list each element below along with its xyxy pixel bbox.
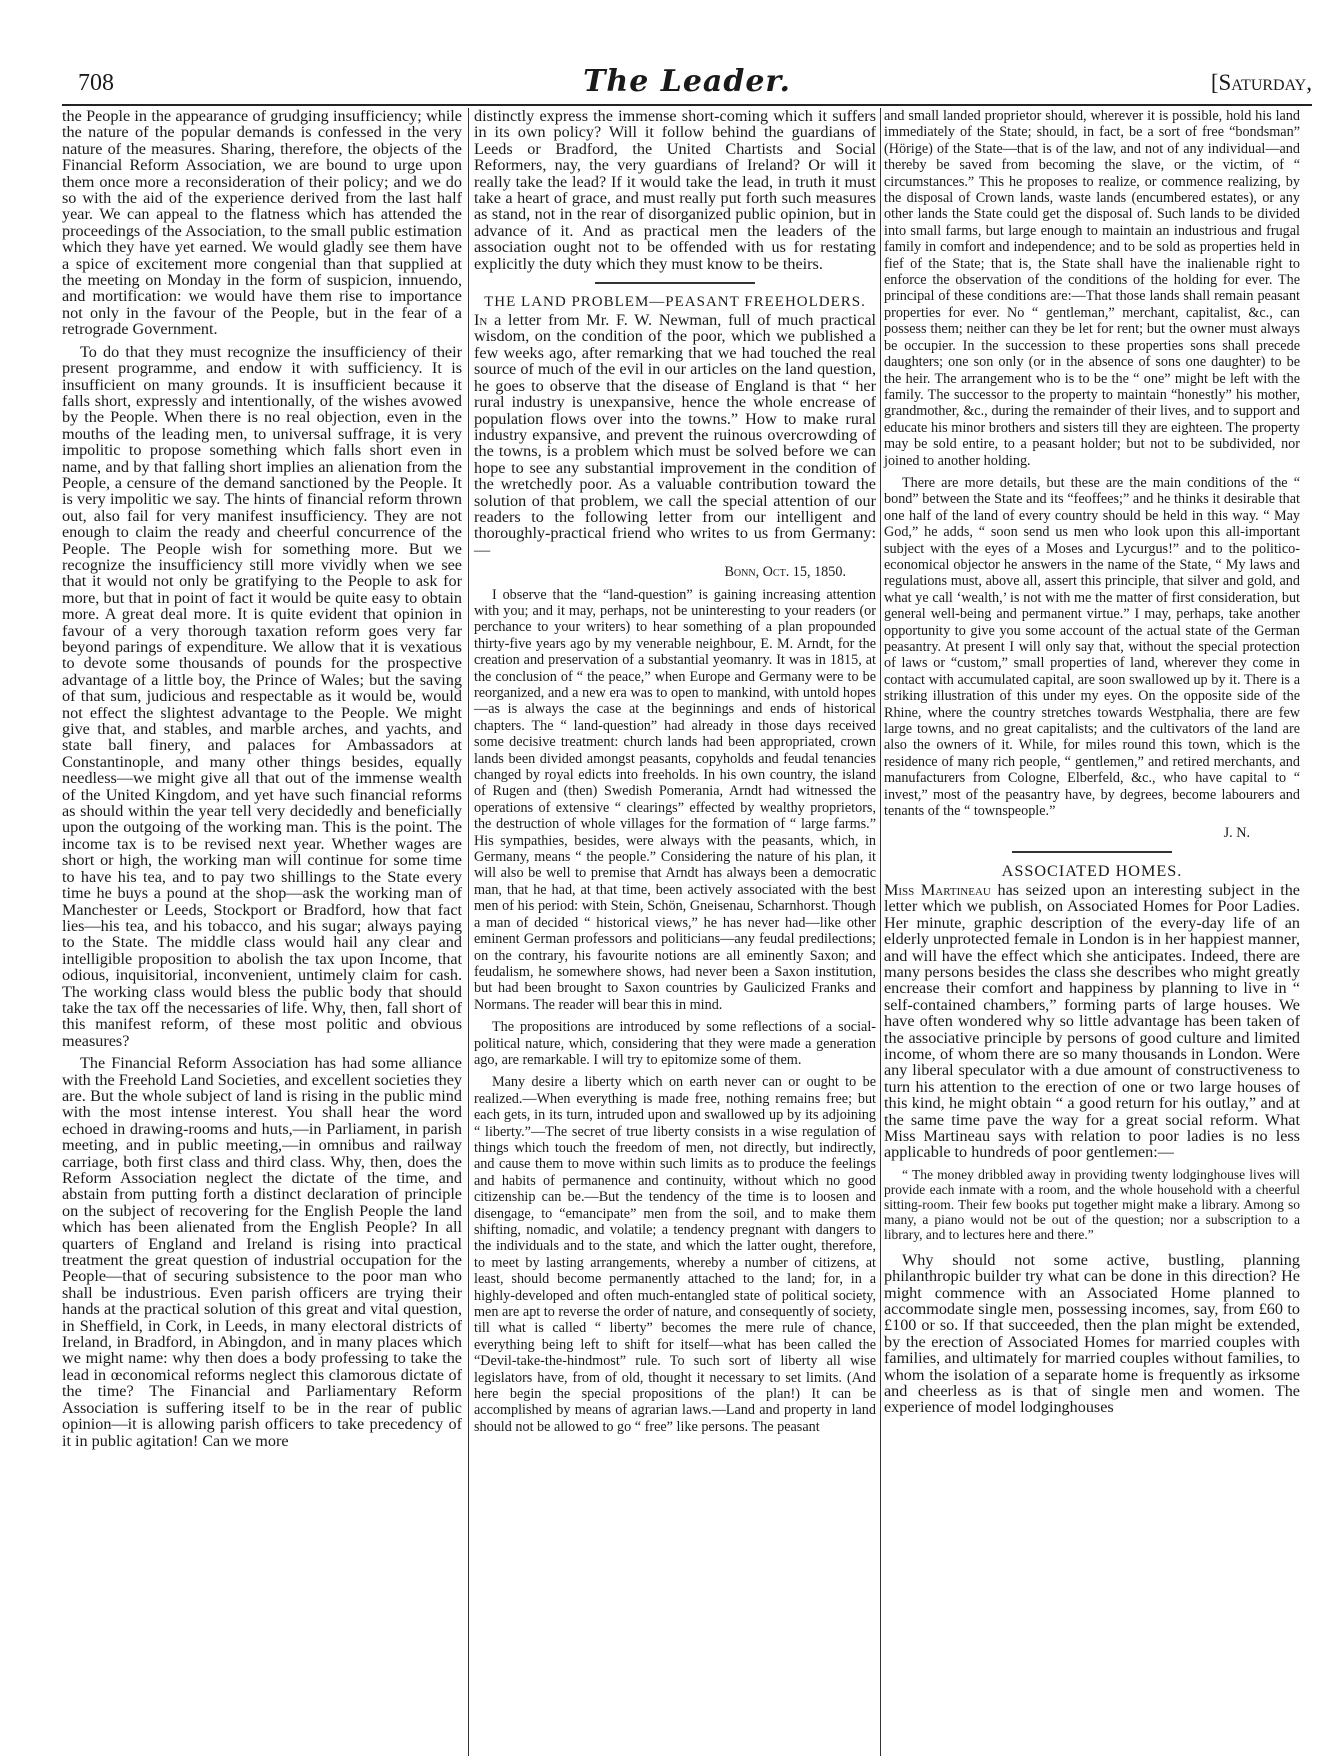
paragraph: Why should not some active, bustling, planning philanthropic builder try what can be done in this direction? He might commence with an Associated Home planned to accommodate single men, possessing incomes, say, from £60 to £100 or so. If that succeeded, then the plan might be extended, by the erection of Associated Homes for married couples with families, and ultimately for married couples without families, to whom the isolation of a separate home is frequently as irksome and cheerless as is that of single men and women. The experience of model lodginghouses [884,1250,1300,1417]
section-divider [595,282,755,284]
intro-text: has seized upon an interesting subject in the letter which we publish, on Associated Homes for Poor Ladies. Her minute, graphic description of the every-day life of an elderly unprotected female in London is in her happiest manner, and will have the effect which she anticipates. Indeed, there are many persons besides the class she describes who might greatly encrease their comfort and happiness by planning to live in “ self-contained chambers,” forming parts of large houses. We have often wondered why so little advantage has been taken of the associative principle by persons of good culture and limited income, of whom there are so many thousands in London. Were any liberal speculator with a due amount of constructiveness to turn his attention to the erection of one or two large houses of this kind, he might obtain “ a good return for his outlay,” and at the same time pave the way for a great social reform. What Miss Martineau says with relation to poor ladies is no less applicable to hundreds of poor gentlemen:— [884,880,1300,1162]
masthead [62,64,1312,104]
paragraph: I observe that the “land-question” is gaining increasing attention with you; and it may, perhaps, not be uninteresting to your readers (or perchance to your writers) to hear something of a plan propounded thirty-five years ago by my venerable neighbour, E. M. Arndt, for the creation and preservation of a substantial yeomanry. It was in 1815, at the conclusion of “ the peace,” when Europe and Germany were to be reorganized, and a new era was to open to mankind, with untold hopes—as is always the case at the beginnings and ends of historical chapters. The “ land-question” had already in those days received some decisive treatment: church lands had been appropriated, crown lands been divided amongst peasants, copyholds and feudal tenancies changed by royal edicts into freeholds. In his own country, the island of Rugen and (then) Swedish Pomerania, Arndt had witnessed the operations of extensive “ clearings” effected by wealthy proprietors, the destruction of whole villages for the formation of “ large farms.” His sympathies, besides, were always with the peasants, which, in Germany, means “ the people.” Considering the nature of his plan, it will also be well to premise that Arndt has always been a democratic man, that he had, at that time, been actively associated with the best men of his period: with Stein, Schön, Gneisenau, Scharnhorst. Though a man of decided “ historical views,” he has never had—like other eminent German professors and politicians—any feudal predilections; on the contrary, his favourite notions are all eminently Saxon; and feudalism, he somewhere shows, had never been a Saxon institution, but had been brought to Saxon countries by Gaulicized Franks and Normans. The reader will bear this in mind. [474,586,876,1013]
paragraph: the People in the appearance of grudging insufficiency; while the nature of the popular demands is confessed in the very nature of the measures. Sharing, therefore, the objects of the Financial Reform Association, we are bound to urge upon them once more a reconsideration of their policy; and we do so with the aid of the experience derived from the last half year. We can appeal to the flatness which has attended the proceedings of the Association, to the small public estimation which they have yet earned. We would gladly see them have a spice of excitement more congenial than that supplied at the meeting on Monday in the form of suspicion, innuendo, and mortification: we would have them rise to importance not only in the favour of the People, but in the fear of a retrograde Government. [62,107,462,339]
paragraph: The propositions are introduced by some reflections of a social-political nature, which, considering that they were made a generation ago, are remarkable. I will try to epitomize some of them. [474,1019,876,1068]
paragraph: distinctly express the immense short-coming which it suffers in its own policy? Will it follow behind the guardians of Leeds or Bradford, the United Chartists and Social Reformers, nay, the very guardians of Ireland? Or will it really take the lead? If it would take the lead, in truth it must take a heart of grace, and must really put forth such measures as stand, not in the rear of disorganized public opinion, but in advance of it. And as practical men the leaders of the association ought not to be offended with us for restating explicitly the duty which they must know to be theirs. [474,107,876,273]
drop-lead: Miss Martineau [884,880,991,899]
issue-day: [Saturday, [1210,70,1312,95]
newspaper-title: The Leader. [583,64,791,99]
article-heading-land-problem: THE LAND PROBLEM—PEASANT FREEHOLDERS. [484,294,866,311]
drop-lead: In [474,311,488,330]
paragraph: Many desire a liberty which on earth never can or ought to be realized.—When everything is made free, nothing remains free; but each gets, in its turn, intruded upon and swallowed up by its adjoining “ liberty.”—The secret of true liberty consists in a wise regulation of things which touch the freedom of men, not directly, but indirectly, and cause them to move within such limits as to produce the feelings and habits of permanence and continuity, without which no good citizenship can be.—But the tendency of the time is to loosen and disengage, to “emancipate” men from the soil, and to make them shifting, nomadic, and volatile; a tendency pregnant with dangers to the individuals and to the state, and which the latter ought, therefore, to meet by lasting arrangements, whereby a number of citizens, at least, should become permanently attached to the land; for, in a highly-developed and often much-entangled state of political society, men are apt to reverse the order of nature, and consequently of society, till what is called “ liberty” becomes the mere rule of chance, everything being left to shift for itself—what has been called the “Devil-take-the-hindmost” rule. To such sort of liberty all wise legislators have, from of old, thought it necessary to set limits. (And here begin the special propositions of the plan!) It can be accomplished by means of agrarian laws.—Land and property in land should not be allowed to go “ free” like persons. The peasant [474,1074,876,1435]
paragraph: There are more details, but these are the main conditions of the “ bond” between the State and its “feoffees;” and he thinks it desirable that one half of the land of every country should be held in this way. “ May God,” he adds, “ soon send us men who look upon this all-important subject with the eyes of a Moses and Lycurgus!” and to the politico-economical objector he answers in the name of the State, “ My laws and regulations must, above all, assert this principle, that silver and gold, and what ye call ‘wealth,’ is not with me the matter of first consideration, but general well-being and permanent virtue.” I may, perhaps, take another opportunity to give you some account of the actual state of the German peasantry. At present I will only say that, without the special protection of laws or “custom,” small properties of land, wherever they come in contact with accumulated capital, are soon swallowed up by it. There is a striking illustration of this under my eyes. On the opposite side of the Rhine, where the country stretches towards Westphalia, there are few large towns, and no great capitalists; and the cultivators of the land are also the owners of it. While, for miles round this town, which is the residence of many rich people, “ gentlemen,” and retired merchants, and manufacturers from Cologne, Elberfeld, &c., who have capital to “ invest,” most of the peasantry have, by degrees, become labourers and tenants of the “ townspeople.” [884,474,1300,820]
intro-text: a letter from Mr. F. W. Newman, full of much practical wisdom, on the condition of the poor, which we published a few weeks ago, after remarking that we had touched the real source of much of the evil in our articles on the land question, he goes to observe that the disease of England is that “ her rural industry is unexpansive, hence the whole encrease of population flows over into the towns.” How to make rural industry expansive, and prevent the ruinous overcrowding of the towns, is a problem which must be solved before we can hope to see any substantial improvement in the condition of the wretchedly poor. As a valuable contribution toward the solution of that problem, we call the special attention of our readers to the following letter from our intelligent and thoroughly-practical friend who writes to us from Germany:— [474,311,876,559]
paragraph: The Financial Reform Association has had some alliance with the Freehold Land Societies, and excellent societies they are. But the whole subject of land is rising in the public mind with the most intense interest. You shall hear the word echoed in drawing-rooms and huts,—in Parliament, in parish meeting, and in public meeting,—in omnibus and railway carriage, both first class and third class. Why, then, does the Reform Association neglect the dictate of the time, and abstain from putting forth a distinct declaration of principle on the subject of recovering for the English People the land which has been alienated from the English People? In all quarters of England and Ireland is rising into practical treatment the great question of industrial occupation for the People—that of securing subsistence to the poor man who shall be industrious. Even parish officers are trying their hands at the practical solution of this great and vital question, in Sheffield, in Cork, in Leeds, in many electoral districts of Ireland, in Bradford, in Abingdon, and in many places which we might name: why then does a body professing to take the lead in œconomical reforms neglect this clamorous dictate of the time? The Financial and Parliamentary Reform Association is suffering itself to be in the rear of public opinion—it is allowing parish officers to take precedency of it in public agitation! Can we more [62,1054,462,1450]
article-intro [474,312,876,558]
signature: J. N. [1223,825,1250,842]
article-heading-associated-homes: ASSOCIATED HOMES. [1001,862,1183,881]
column-3 [884,108,1300,1422]
dateline: Bonn, Oct. 15, 1850. [724,564,846,581]
column-divider [880,108,881,1756]
column-divider [468,108,469,1756]
block-quote: “ The money dribbled away in providing twenty lodginghouse lives will provide each inmate with a room, and the whole household with a cheerful sitting-room. Their few books put together might make a library. Among so many, a piano would not be out of the question; nor a subscription to a library, and to lectures here and there.” [884,1166,1300,1242]
column-2 [474,108,876,1441]
paragraph: To do that they must recognize the insufficiency of their present programme, and endow it with sufficiency. It is insufficient on many grounds. It is insufficient because it falls short, expressly and intentionally, of the wishes avowed by the People. When there is no real objection, even in the mouths of the leading men, to universal suffrage, it is very impolitic to propose something which falls short even in name, and by that falling short implies an alienation from the People, a censure of the demand sanctioned by the People. It is very impolitic we say. The hints of financial reform thrown out, also fail for very manifest insufficiency. They are not enough to claim the ready and cheerful concurrence of the People. The People wish for something more. But we recognize the insufficiency still more vividly when we see that it would not only be gratifying to the People to ask for more, but that in point of fact it would be quite easy to obtain more. A great deal more. It is quite evident that opinion in favour of a very thorough taxation reform goes very far beyond parings of expenditure. We allow that it is vexatious to devote some thousands of pounds for the prospective advantage of a little boy, the Prince of Wales; but the saving of that sum, judicious and respectable as it would be, would not effect the slightest advantage to the People. We might give that, and stables, and marble arches, and yachts, and state ball finery, and palaces for Ambassadors at Constantinople, and many other things besides, equally needless—we might give all that out of the immense wealth of the United Kingdom, and yet have such financial reforms as should within the year tell very decidedly and beneficially upon the outgoing of the working man. This is the point. The income tax is to be revised next year. Whether wages are short or high, the working man will continue for some time to have his tea, and to pay two shillings to the State every time he buys a pound at the shop—ask the working man of Manchester or Leeds, Stockport or Bradford, how that fact lies—his tea, and his tobacco, and his sugar; always paying to the State. The middle class would hail any clear and intelligible proposition to abolish the tax upon Income, that odious, inquisitorial, inconvenient, untimely claim for cash. The working class would bless the public body that should take the tax off the necessaries of life. Why, then, fall short of this manifest reform, of these most politic and obvious measures? [62,342,462,1050]
section-divider [1012,851,1172,853]
article-intro [884,882,1300,1161]
page-number: 708 [78,70,114,96]
letter-body [474,587,876,1436]
paragraph: and small landed proprietor should, wherever it is possible, hold his land immediately of the State; should, in fact, be a sort of free “bondsman” (Hörige) of the State—that is of the law, and not of any individual—and thereby be saved from becoming the slave, or the victim, of “ circumstances.” This he proposes to realize, or commence realizing, by the disposal of Crown lands, waste lands (encumbered estates), or any other lands the State could get the disposal of. Such lands to be divided into small farms, but large enough to maintain an industrious and frugal family in comfort and independence; and to be sold as properties held in fief of the State; that is, the State shall have the inalienable right to enforce the observation of the conditions of the holding for ever. The principal of these conditions are:—That those lands shall remain peasant properties for ever. No “ gentleman,” merchant, capitalist, &c., can possess them; neither can they be let for rent; but the owner must always be occupier. In the succession to these properties sons shall precede daughters; one son only (or in the absence of sons one daughter) to be the heir. The arrangement who is to be the “ one” might be left with the family. The successor to the property to maintain “honestly” his mother, grandmother, &c., during the remainder of their lives, and to support and educate his minor brothers and sisters till they are eighteen. The property may be sold entire, to a peasant holder; but not to be subdivided, nor joined to another holding. [884,108,1300,469]
header-rule [62,104,1312,106]
column-1 [62,108,462,1455]
